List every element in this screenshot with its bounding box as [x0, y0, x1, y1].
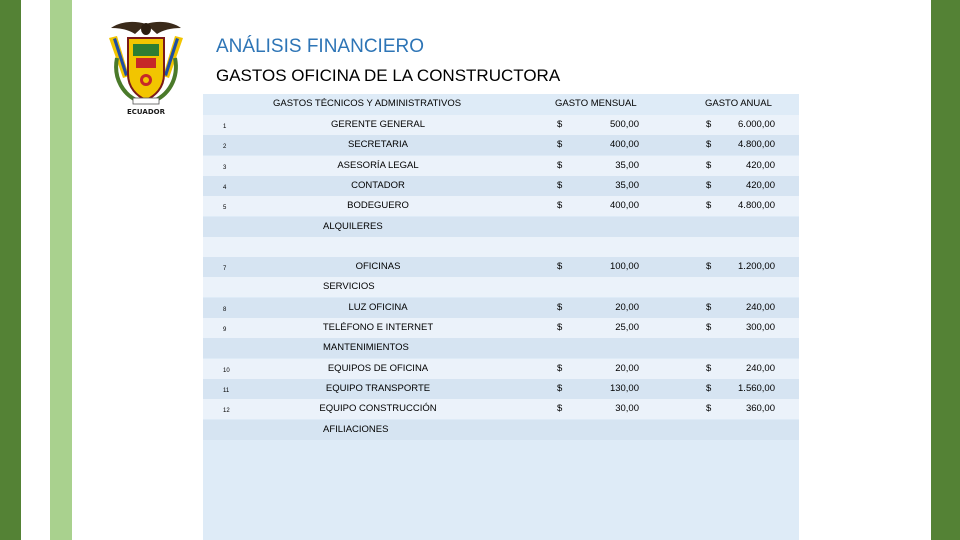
table-row	[203, 135, 799, 155]
table-row	[203, 399, 799, 419]
annual-value: 4.800,00	[738, 139, 775, 151]
row-number: 12	[223, 408, 230, 415]
annual-value: 240,00	[745, 362, 775, 374]
section-row	[203, 217, 799, 237]
row-number: 1	[223, 124, 227, 130]
header-annual: GASTO ANUAL	[705, 98, 772, 109]
row-description: LUZ OFICINA	[348, 301, 408, 313]
monthly-currency: $	[557, 403, 563, 415]
section-row	[203, 277, 799, 297]
row-description: ASESORÍA LEGAL	[337, 159, 419, 171]
annual-currency: $	[706, 322, 712, 333]
section-row	[203, 420, 799, 440]
monthly-value: 35,00	[615, 179, 639, 191]
coat-of-arms-icon	[103, 18, 189, 118]
row-number: 10	[223, 367, 230, 374]
annual-value: 4.800,00	[738, 200, 775, 212]
annual-currency: $	[706, 382, 712, 394]
row-number: 4	[223, 184, 227, 191]
section-label: AFILIACIONES	[323, 423, 389, 435]
monthly-value: 500,00	[609, 119, 639, 130]
annual-value: 360,00	[745, 403, 775, 415]
row-description: OFICINAS	[355, 261, 401, 273]
section-row	[203, 338, 799, 358]
monthly-currency: $	[557, 362, 563, 374]
row-number: 11	[223, 387, 230, 394]
crest-caption: ECUADOR	[127, 108, 165, 116]
header-description: GASTOS TÉCNICOS Y ADMINISTRATIVOS	[273, 98, 462, 109]
annual-currency: $	[706, 159, 712, 171]
annual-currency: $	[706, 179, 712, 191]
monthly-currency: $	[557, 322, 563, 333]
row-description: GERENTE GENERAL	[331, 119, 425, 130]
table-row	[203, 156, 799, 176]
table-row	[203, 176, 799, 196]
row-description: TELÉFONO E INTERNET	[322, 322, 434, 333]
row-number: 7	[223, 266, 227, 273]
monthly-value: 130,00	[609, 382, 639, 394]
annual-value: 6.000,00	[738, 119, 775, 130]
annual-currency: $	[706, 261, 712, 273]
monthly-currency: $	[557, 200, 563, 212]
monthly-currency: $	[557, 261, 563, 273]
table-row	[203, 298, 799, 318]
table-row	[203, 359, 799, 379]
annual-currency: $	[706, 301, 712, 313]
table-row	[203, 379, 799, 399]
annual-value: 420,00	[745, 159, 775, 171]
section-label: MANTENIMIENTOS	[323, 342, 409, 354]
row-description: EQUIPOS DE OFICINA	[327, 362, 429, 374]
row-number: 2	[223, 144, 227, 151]
monthly-currency: $	[557, 159, 563, 171]
monthly-value: 30,00	[615, 403, 639, 415]
monthly-value: 20,00	[615, 362, 639, 374]
annual-value: 1.200,00	[738, 261, 775, 273]
page-subtitle: GASTOS OFICINA DE LA CONSTRUCTORA	[216, 66, 561, 85]
right-accent-bar	[931, 0, 960, 540]
section-label: SERVICIOS	[323, 281, 375, 293]
monthly-value: 400,00	[609, 139, 639, 151]
row-number: 8	[223, 306, 227, 313]
inner-accent-bar	[50, 0, 72, 540]
monthly-value: 400,00	[609, 200, 639, 212]
annual-value: 300,00	[745, 322, 775, 333]
annual-currency: $	[706, 139, 712, 151]
page-title: ANÁLISIS FINANCIERO	[216, 36, 424, 57]
annual-value: 1.560,00	[738, 382, 775, 394]
monthly-currency: $	[557, 139, 563, 151]
annual-value: 420,00	[745, 179, 775, 191]
row-description: BODEGUERO	[347, 200, 409, 212]
monthly-value: 25,00	[615, 322, 639, 333]
blank-row	[203, 237, 799, 257]
row-description: EQUIPO CONSTRUCCIÓN	[319, 403, 437, 415]
row-number: 5	[223, 205, 227, 212]
left-accent-bar	[0, 0, 21, 540]
section-label: ALQUILERES	[323, 220, 383, 232]
monthly-value: 100,00	[609, 261, 639, 273]
monthly-currency: $	[557, 119, 563, 130]
row-description: CONTADOR	[351, 179, 405, 191]
expense-table	[203, 94, 799, 540]
row-number: 3	[223, 164, 227, 171]
annual-value: 240,00	[745, 301, 775, 313]
table-row	[203, 257, 799, 277]
monthly-value: 35,00	[615, 159, 639, 171]
row-description: SECRETARIA	[347, 139, 408, 151]
table-row	[203, 115, 799, 135]
annual-currency: $	[706, 200, 712, 212]
monthly-currency: $	[557, 179, 563, 191]
annual-currency: $	[706, 403, 712, 415]
row-number: 9	[223, 327, 227, 333]
monthly-currency: $	[557, 382, 563, 394]
table-row	[203, 318, 799, 338]
header-monthly: GASTO MENSUAL	[555, 98, 637, 109]
monthly-currency: $	[557, 301, 563, 313]
table-row	[203, 196, 799, 216]
annual-currency: $	[706, 119, 712, 130]
monthly-value: 20,00	[615, 301, 639, 313]
annual-currency: $	[706, 362, 712, 374]
row-description: EQUIPO TRANSPORTE	[325, 382, 431, 394]
